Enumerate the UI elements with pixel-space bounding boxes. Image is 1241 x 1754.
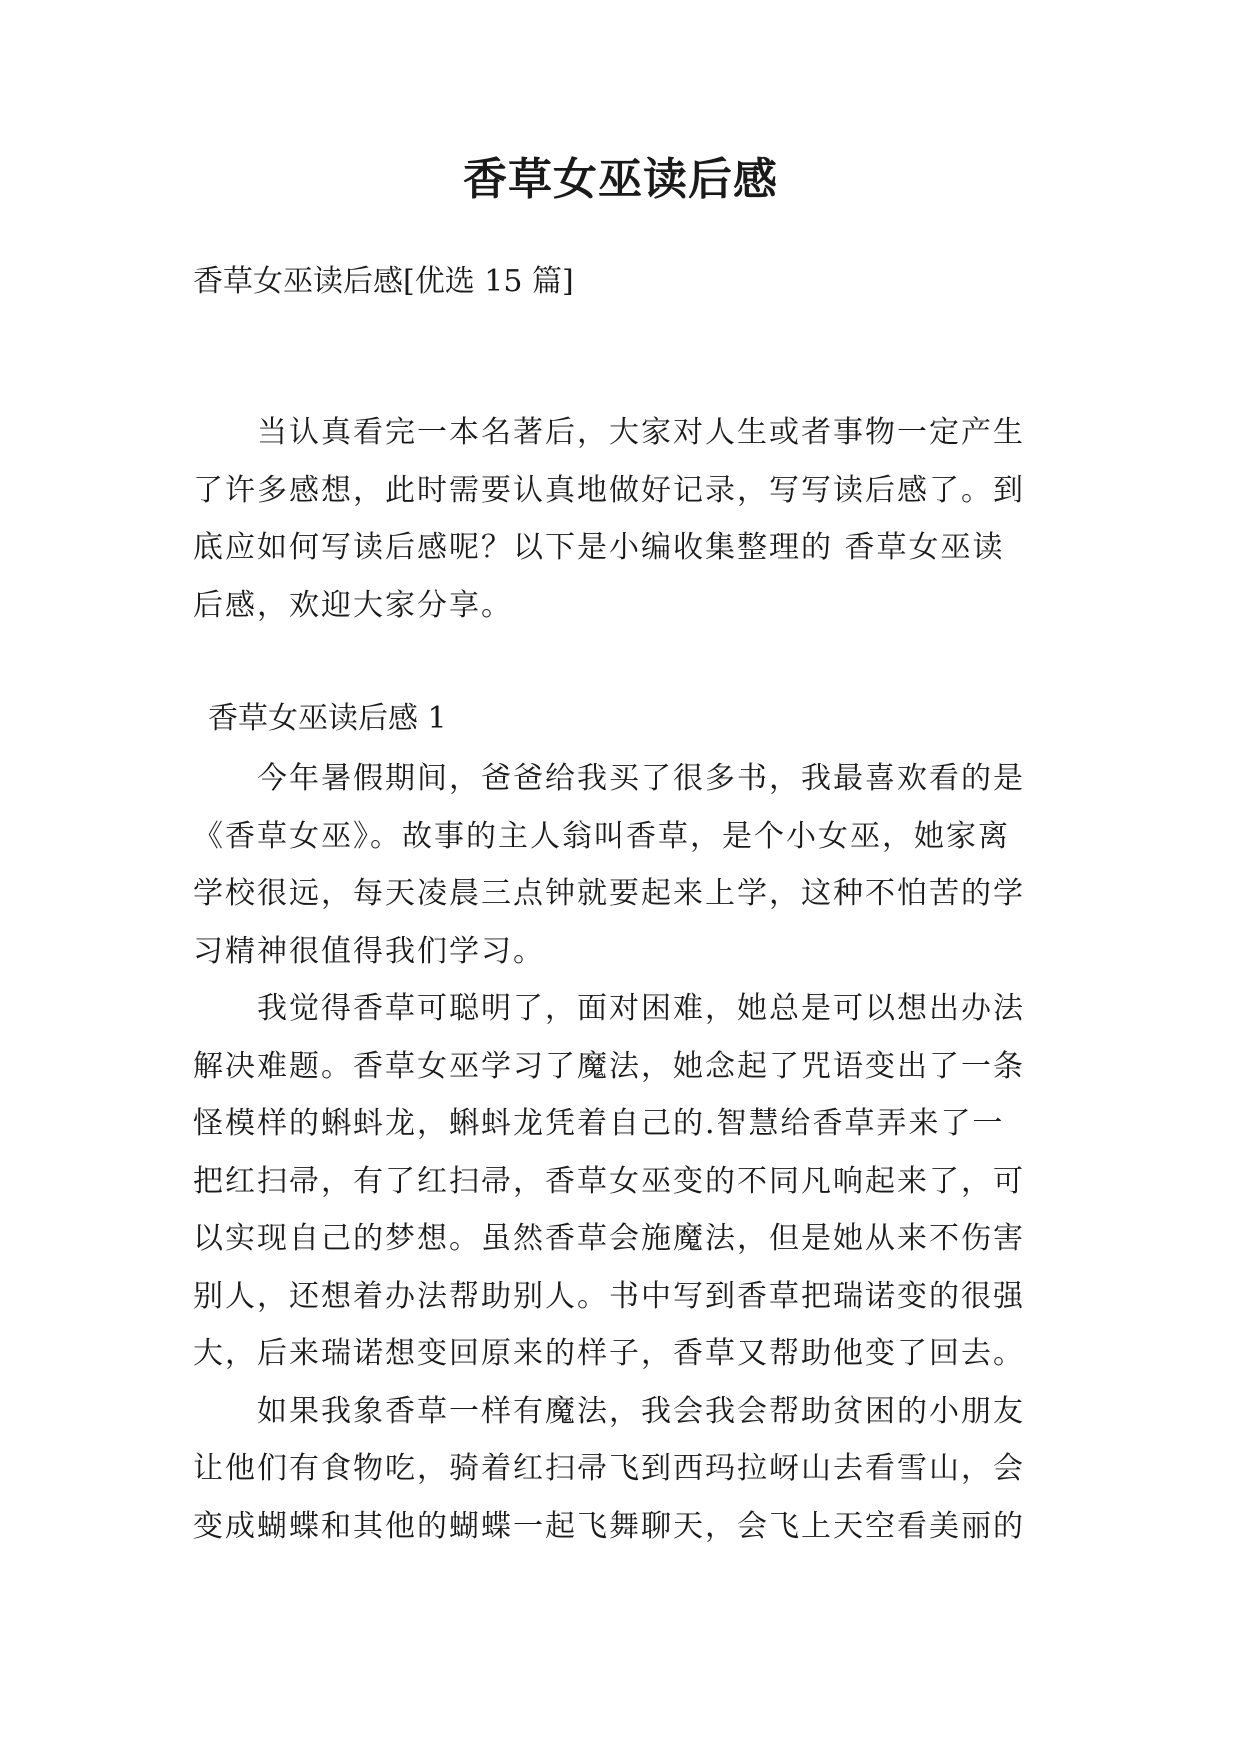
document-title: 香草女巫读后感: [463, 154, 778, 205]
essay-line: 我觉得香草可聪明了，面对困难，她总是可以想出办法: [257, 991, 1025, 1026]
essay-line: 如果我象香草一样有魔法，我会我会帮助贫困的小朋友: [257, 1393, 1025, 1429]
essay-line: 解决难题。香草女巫学习了魔法，她念起了咒语变出了一条: [193, 1048, 1025, 1084]
document-subtitle: 香草女巫读后感[优选 15 篇]: [193, 264, 574, 299]
intro-paragraph: [193, 404, 1063, 634]
essay-line: 《香草女巫》。故事的主人翁叫香草，是个小女巫，她家离: [193, 818, 1010, 854]
essay-line: 学校很远，每天凌晨三点钟就要起来上学，这种不怕苦的学: [193, 876, 1025, 911]
section-heading: 香草女巫读后感 1: [208, 701, 447, 736]
essay-line: 把红扫帚，有了红扫帚，香草女巫变的不同凡响起来了，可: [193, 1163, 1025, 1199]
essay-line: 今年暑假期间，爸爸给我买了很多书，我最喜欢看的是: [257, 761, 1025, 796]
essay-line: 怪模样的蝌蚪龙，蝌蚪龙凭着自己的.智慧给香草弄来了一: [193, 1106, 1005, 1141]
essay-line: 别人，还想着办法帮助别人。书中写到香草把瑞诺变的很强: [193, 1278, 1025, 1314]
intro-line: 底应如何写读后感呢？以下是小编收集整理的 香草女巫读: [193, 530, 1005, 565]
essay-line: 变成蝴蝶和其他的蝴蝶一起飞舞聊天，会飞上天空看美丽的: [193, 1508, 1025, 1544]
essay-body: [193, 750, 1063, 1555]
intro-line: 后感，欢迎大家分享。: [193, 587, 513, 623]
intro-line: 了许多感想，此时需要认真地做好记录，写写读后感了。到: [193, 472, 1025, 508]
essay-line: 习精神很值得我们学习。: [193, 933, 545, 969]
essay-line: 让他们有食物吃，骑着红扫帚飞到西玛拉岈山去看雪山，会: [193, 1451, 1025, 1486]
essay-line: 以实现自己的梦想。虽然香草会施魔法，但是她从来不伤害: [193, 1221, 1025, 1256]
intro-line: 当认真看完一本名著后，大家对人生或者事物一定产生: [257, 415, 1025, 450]
essay-line: 大，后来瑞诺想变回原来的样子，香草又帮助他变了回去。: [193, 1336, 1025, 1371]
